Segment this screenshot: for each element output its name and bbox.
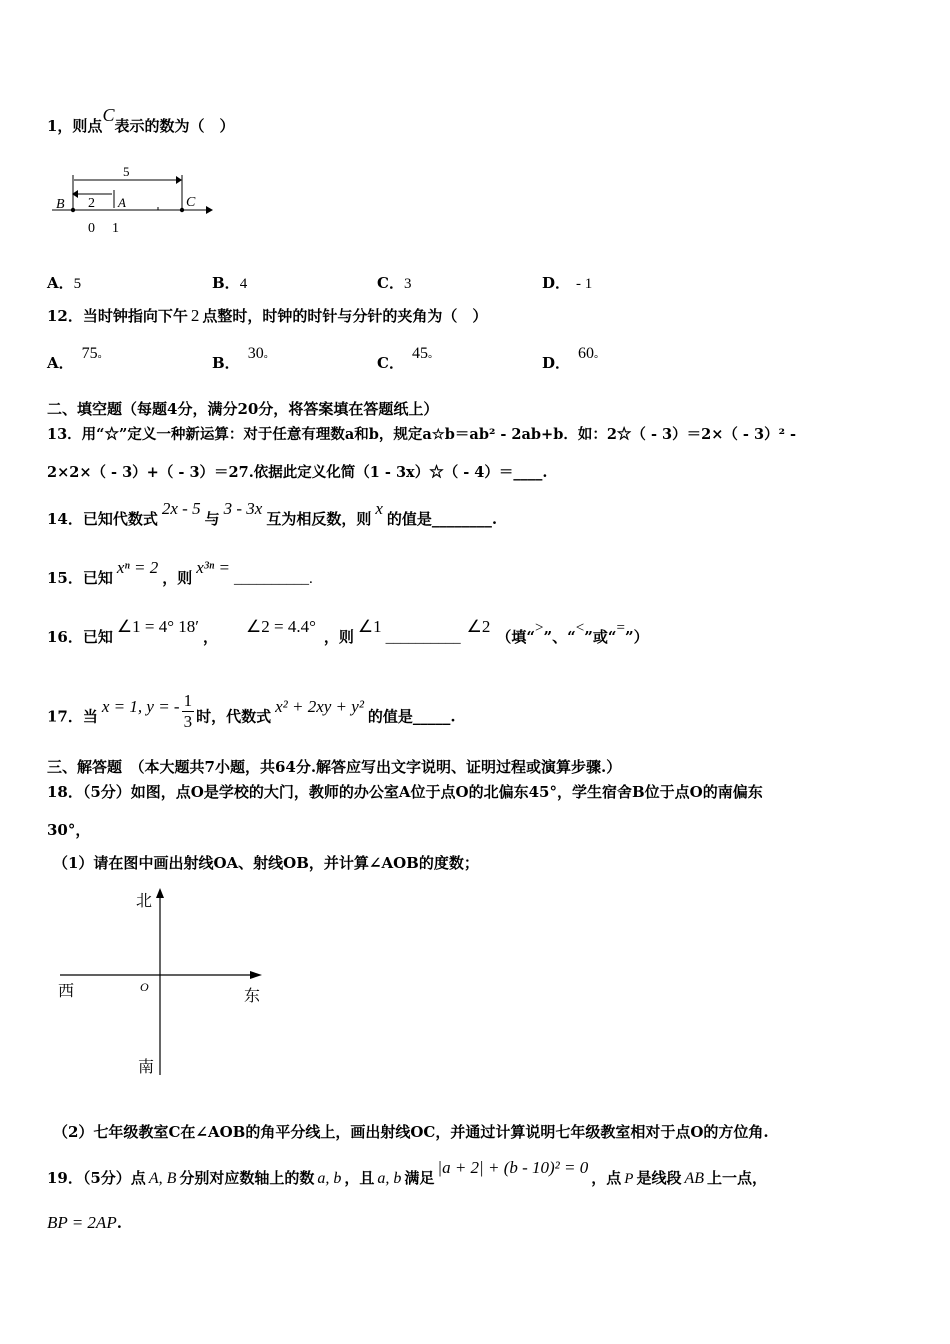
q11-stem: 1，则点C表示的数为（ ） [47,105,235,135]
q13-line-2: 2×2×（ - 3）+（ - 3）＝27.依据此定义化简（1 - 3x）☆（ - 4）＝____. [47,464,548,481]
q18-line-2: 30°， [47,821,91,839]
q17-fraction [182,691,195,732]
q11-fig-label-2: 2 [88,196,95,211]
q11-fig-label-c: C [186,195,196,210]
q11-fig-tick-1: 1 [112,221,119,236]
q12-option-a[interactable]: A．75° [47,345,102,372]
q11-fig-tick-0: 0 [88,221,95,236]
q16-stem: 16．已知∠1 = 4° 18′，∠2 = 4.4°，则∠1__________∠2（填“>”、“<”或“=”） [47,617,649,646]
q12-option-d[interactable]: D．60° [542,345,599,372]
q14-stem: 14．已知代数式2x - 5与3 - 3x互为相反数，则x的值是________. [47,499,498,528]
q12-option-c[interactable]: C．45° [377,345,432,372]
q11-option-a[interactable]: A．5 [47,274,82,292]
q18-origin-label: O [140,980,149,994]
q11-fig-label-5: 5 [123,164,130,179]
q11-fig-point-b [71,208,75,212]
q11-option-d[interactable]: D． - 1 [542,274,593,292]
q17-fraction-numerator: 1 [183,691,193,710]
q18-west-label: 西 [58,983,75,1000]
q18-south-label: 南 [138,1059,155,1076]
q12-stem: 12．当时钟指向下午 2 点整时，时钟的时针与分针的夹角为（ ） [47,306,488,325]
q12-option-b[interactable]: B．30° [212,345,268,372]
q11-fig-label-a: A [118,195,126,210]
q18-line-1: 18．（5分）如图，点O是学校的大门，教师的办公室A位于点O的北偏东45°，学生宿舍B位于点O的南偏东 [47,783,763,801]
q11-fig-label-b: B [56,197,65,212]
q11-number-line-figure [48,160,218,240]
q11-fig-point-c [180,208,184,212]
q17-fraction-denominator: 3 [183,712,193,731]
q18-part-1: （1）请在图中画出射线OA、射线OB，并计算∠AOB的度数； [53,854,479,872]
q18-east-label: 东 [244,988,261,1005]
q17-stem: 17．当x = 1, y = - $\frac{1}{3}$ 时，代数式x² + 2xy + y²的值是_____. [47,691,456,731]
q15-stem: 15．已知xⁿ = 2，则x³ⁿ =__________. [47,558,313,587]
q18-compass-figure [50,883,280,1083]
q19-line-2: BP = 2AP. [47,1213,122,1232]
q11-option-b[interactable]: B．4 [212,274,248,292]
q18-part-2: （2）七年级教室C在∠AOB的角平分线上，画出射线OC，并通过计算说明七年级教室相对于点O的方位角. [53,1123,769,1141]
section-2-heading: 二、填空题（每题4分，满分20分，将答案填在答题纸上） [47,400,439,418]
q11-option-c[interactable]: C．3 [377,274,412,292]
q19-stem: 19．（5分）点 A, B 分别对应数轴上的数 a, b ，且 a, b 满足|a + 2| + (b - 10)² = 0，点 P 是线段 AB 上一点， [47,1158,768,1187]
q18-north-label: 北 [136,893,153,910]
q13-line-1: 13．用“☆”定义一种新运算：对于任意有理数a和b，规定a☆b＝ab² - 2ab+b．如：2☆（ - 3）＝2×（ - 3）² - [47,426,796,443]
section-3-heading: 三、解答题 （本大题共7小题，共64分.解答应写出文字说明、证明过程或演算步骤.） [47,758,622,776]
